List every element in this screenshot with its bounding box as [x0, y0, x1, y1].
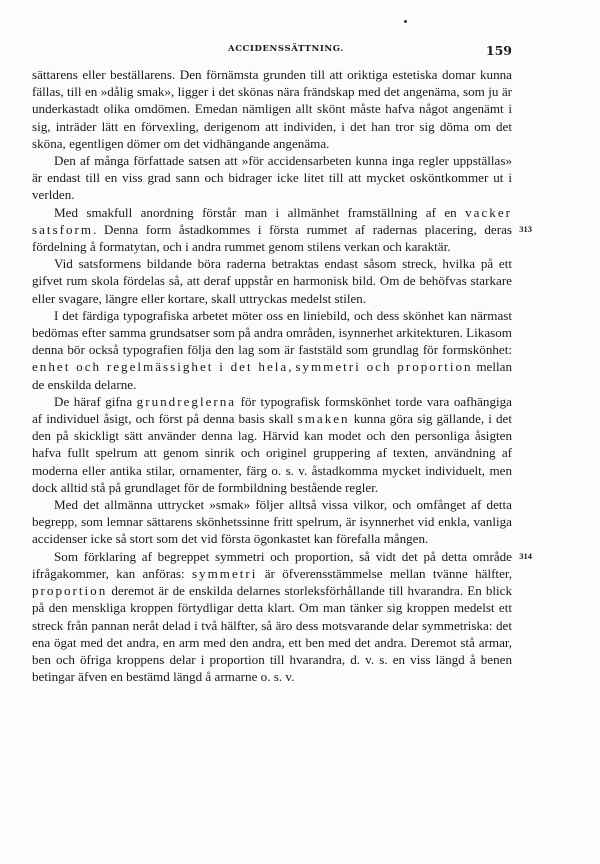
text-run: ,	[288, 359, 296, 375]
spaced-term: enhet och regelmässighet i det hela	[32, 359, 289, 375]
text-run: deremot är de enskilda delarnes storleksförhållande till hvarandra. En blick på den menskliga kroppen förtydligar detta klart. Om man tänker sig kroppen medelst ett streck från pannan neråt delad i två hälfter, så äro dess motsvarande delar symmetriska: det ena ögat med det andra, en arm med den andra, ett ben med det andra. Deremot stå armar, ben och öfriga kroppens delar i proportion till hvarandra, d. v. s. en viss längd å benen betingar äfven en bestämd längd å armarne o. s. v.	[32, 583, 512, 685]
paragraph-7	[32, 496, 512, 548]
text-run: . Denna form åstadkommes i första rummet af radernas placering, deras fördelning å formatytan, och i andra rummet genom stilens verkan och karaktär.	[32, 221, 512, 255]
print-speck	[404, 20, 407, 23]
spaced-term: grundreglerna	[136, 393, 237, 409]
running-header	[32, 44, 512, 60]
spaced-term: proportion	[32, 583, 108, 599]
text-run: Med det allmänna uttrycket »smak» följer alltså vissa vilkor, och omfånget af detta begrepp, som lemnar sättarens skönhetssinne fritt spelrum, är isynnerhet vid enkla, vanliga accidenser icke så stort som det vid första ögonkastet kan förefalla mången.	[32, 497, 512, 547]
paragraph-2	[32, 152, 512, 204]
text-run: är öfverensstämmelse mellan tvänne hälfter,	[257, 565, 512, 581]
paragraph-4	[32, 255, 512, 307]
text-run: De häraf gifna	[54, 393, 137, 409]
paragraph-5	[32, 307, 512, 393]
running-title: ACCIDENSSÄTTNING.	[228, 44, 344, 54]
text-run: sättarens eller beställarens. Den förnämsta grunden till att oriktiga estetiska domar kunna fällas, till en »dålig smak», ligger i det skönas nära frändskap med det angenäma, som ju är underkastadt olika omdömen. Emedan nämligen allt skönt måste hafva något angenämt i sig, inträder lätt en förvexling, derigenom att individen, i det han tror sig döma om det sköna, egentligen dömer om det vidhängande angenäma.	[32, 67, 512, 151]
text-run: Den af många författade satsen att »för accidensarbeten kunna inga regler uppställas» är endast till en viss grad sann och bidrager icke litet till att mycket osköntkommer ut i verlden.	[32, 153, 512, 203]
margin-number: 313	[519, 223, 532, 234]
page-number: 159	[485, 43, 512, 58]
text-run: mellan de enskilda delarne.	[32, 359, 513, 392]
paragraph-1	[32, 66, 512, 152]
paragraph-3	[32, 204, 532, 256]
text-run: Med smakfull anordning förstår man i allmänhet framställning af en	[54, 204, 466, 220]
paragraph-6	[32, 393, 512, 496]
spaced-term: symmetri	[191, 565, 258, 581]
text-run: Vid satsformens bildande böra raderna betraktas endast såsom streck, hvilka på ett gifvet rum skola fördelas så, att deraf uppstår en harmonisk bild. Om de behöfvas starkare eller svagare, längre eller kortare, skall uttryckas medelst stilen.	[32, 256, 512, 306]
margin-number: 314	[519, 550, 532, 561]
text-run: kunna göra sig gällande, i det den på skickligt sätt använder denna lag. Härvid kan modet och den personliga åsigten hafva fullt spelrum att genom sinrik och originel gruppering af texten, användning af moderna eller antika stilar, ornamenter, färg o. s. v. åstadkomma mycket individuelt, men dock alltid stå på grundlaget för de formbildning bestående regler.	[32, 411, 512, 495]
text-run: Som förklaring af begreppet symmetri och proportion, så vidt det på detta område ifrågakommer, kan anföras:	[32, 548, 512, 581]
text-run: I det färdiga typografiska arbetet möter oss en liniebild, och dess skönhet kan närmast bedömas efter samma grundsatser som på andra områden, isynnerhet arkitekturen. Likasom denna bör också typografien följa den lag som är faststäld som grundlag för formskönhet:	[32, 307, 512, 358]
body-text	[32, 66, 532, 685]
spaced-term: smaken	[297, 411, 350, 427]
text-run: för typografisk formskönhet torde vara oafhängiga af individuel åsigt, och först på denna basis skall	[32, 393, 512, 427]
spaced-term: vacker satsform	[32, 204, 512, 237]
paragraph-8	[32, 548, 532, 686]
spaced-term: symmetri och proportion	[295, 359, 473, 375]
